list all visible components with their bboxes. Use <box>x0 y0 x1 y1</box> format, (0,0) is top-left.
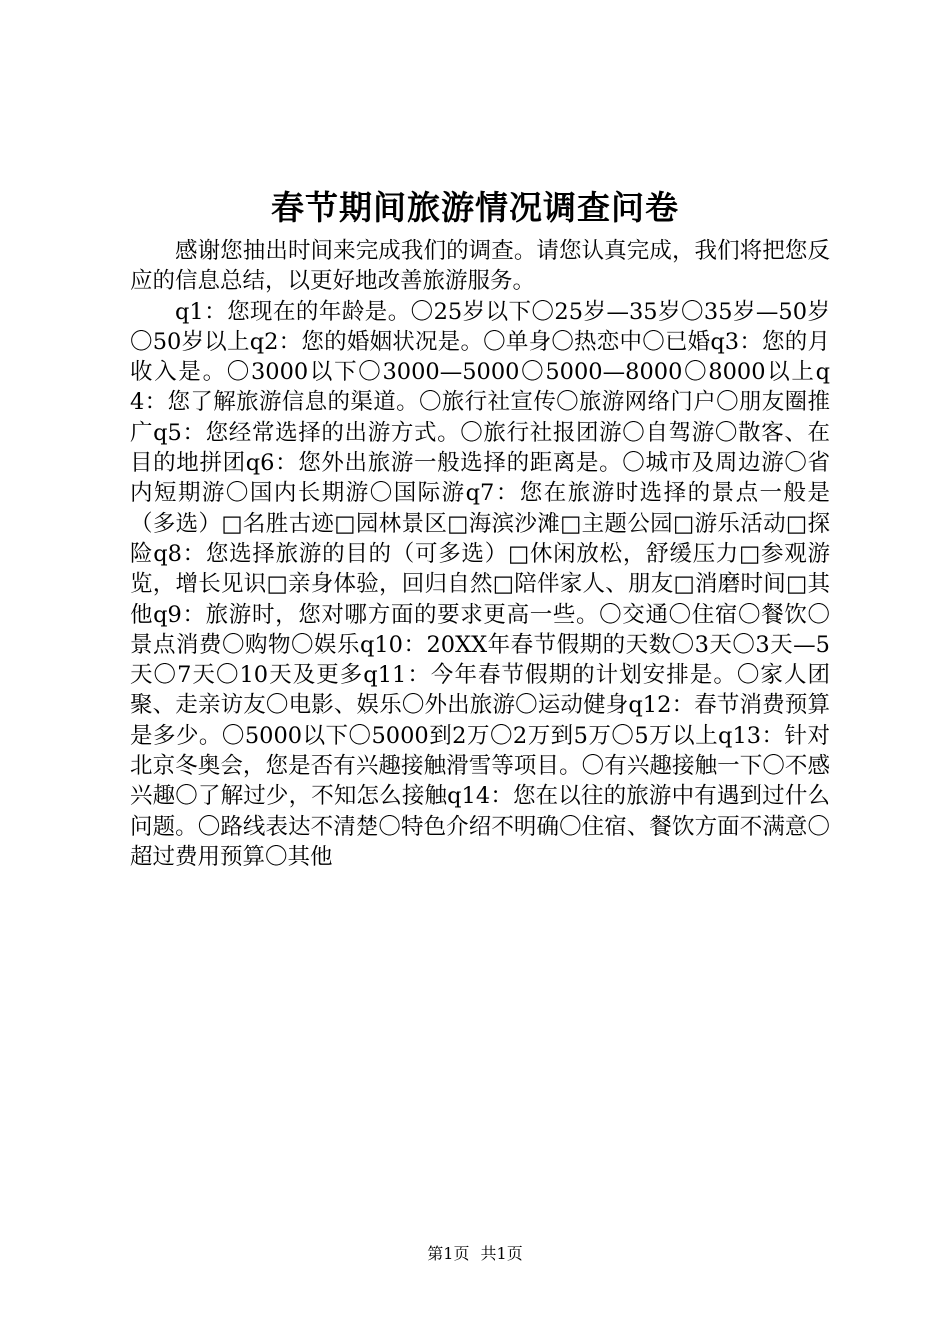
page-number-current: 第1页 <box>427 1244 470 1263</box>
document-body <box>130 236 830 872</box>
intro-paragraph: 感谢您抽出时间来完成我们的调查。请您认真完成，我们将把您反应的信息总结，以更好地改善旅游服务。 <box>130 238 830 295</box>
questions-paragraph: q1：您现在的年龄是。〇25岁以下〇25岁—35岁〇35岁—50岁〇50岁以上q2：您的婚姻状况是。〇单身〇热恋中〇已婚q3：您的月收入是。〇3000以下〇3000—5000〇5000—8000〇8000以上q4：您了解旅游信息的渠道。〇旅行社宣传〇旅游网络门户〇朋友圈推广q5：您经常选择的出游方式。〇旅行社报团游〇自驾游〇散客、在目的地拼团q6：您外出旅游一般选择的距离是。〇城市及周边游〇省内短期游〇国内长期游〇国际游q7：您在旅游时选择的景点一般是（多选）□名胜古迹□园林景区□海滨沙滩□主题公园□游乐活动□探险q8：您选择旅游的目的（可多选）□休闲放松，舒缓压力□参观游览，增长见识□亲身体验，回归自然□陪伴家人、朋友□消磨时间□其他q9：旅游时，您对哪方面的要求更高一些。〇交通〇住宿〇餐饮〇景点消费〇购物〇娱乐q10：20XX年春节假期的天数〇3天〇3天—5天〇7天〇10天及更多q11：今年春节假期的计划安排是。〇家人团聚、走亲访友〇电影、娱乐〇外出旅游〇运动健身q12：春节消费预算是多少。〇5000以下〇5000到2万〇2万到5万〇5万以上q13：针对北京冬奥会，您是否有兴趣接触滑雪等项目。〇有兴趣接触一下〇不感兴趣〇了解过少，不知怎么接触q14：您在以往的旅游中有遇到过什么问题。〇路线表达不清楚〇特色介绍不明确〇住宿、餐饮方面不满意〇超过费用预算〇其他 <box>130 298 830 870</box>
document-title: 春节期间旅游情况调查问卷 <box>271 188 679 227</box>
page-footer <box>0 1243 950 1265</box>
page-number-total: 共1页 <box>480 1244 523 1263</box>
